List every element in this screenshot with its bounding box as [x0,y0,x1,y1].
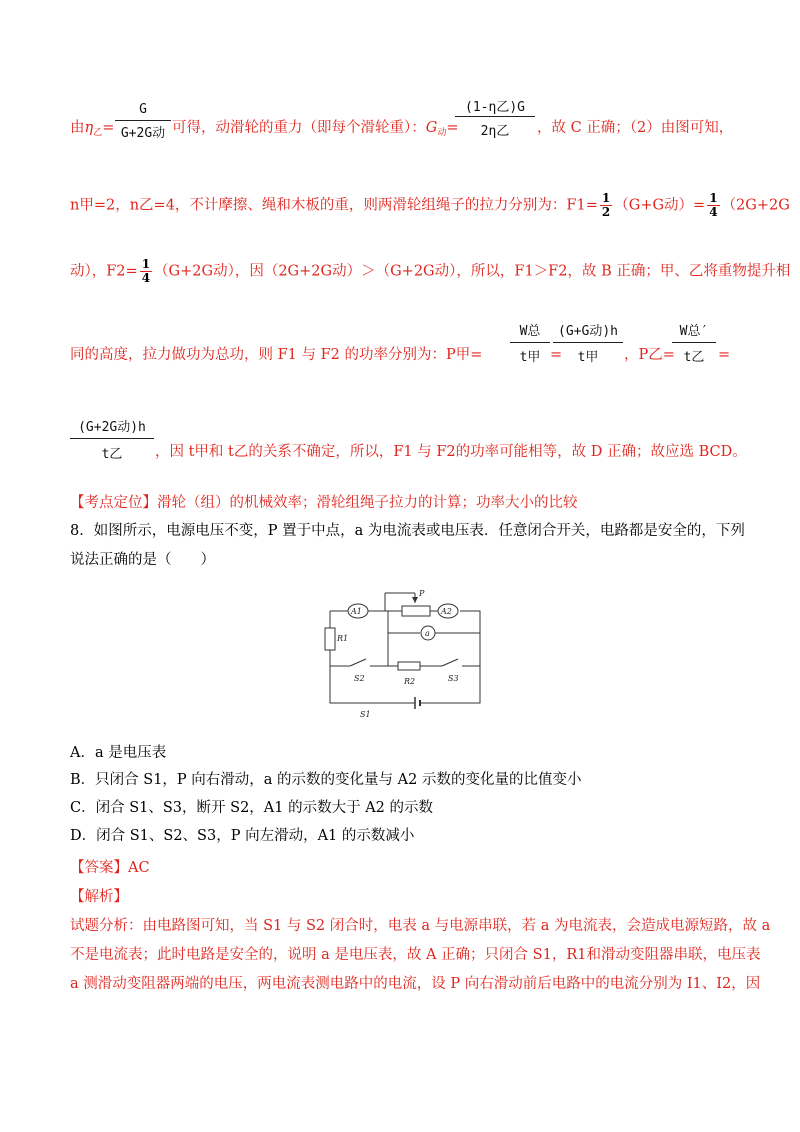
text: G [425,120,438,136]
text: 试题分析：由电路图可知，当 S1 与 S2 闭合时，电表 a 与电源串联，若 a 为电流表，会造成电源短路，故 a [70,918,771,934]
question-line-2 [70,550,215,570]
text: = [550,347,563,363]
label-S1: S1 [360,710,371,718]
fraction-denominator: t甲 [519,350,541,365]
fraction-bar [672,342,716,343]
text: 乙 [93,128,103,138]
fraction-numerator: (1-η乙)G [465,100,525,115]
text: 说法正确的是（ ） [70,552,215,568]
fraction-bar [553,342,623,343]
switch-S3 [442,659,458,666]
option-B [70,770,581,790]
fraction-half [600,192,612,219]
text: （G+G动）= [614,197,706,214]
fraction-W-t-yi [672,320,716,368]
text: （G+2G动），因（2G+2G动）＞（G+2G动），所以，F1＞F2，故 B 正确；甲、乙将重物提升相 [154,263,791,280]
text: = [102,120,115,136]
fraction-G2h-t-yi [70,416,154,466]
text: ，P乙= [624,347,675,363]
fraction-bar [510,342,550,343]
analysis-line-4b [624,345,675,365]
kaodian-line [70,493,578,513]
fraction-bar [115,120,171,121]
text: 动 [437,128,447,138]
fraction-numerator: (G+2G动)h [78,420,146,435]
fraction-quarter [707,192,719,219]
fraction-quarter-2 [140,258,152,285]
text: 【答案】AC [70,860,150,876]
fraction-denominator: G+2G动 [120,126,166,141]
label-S2: S2 [354,674,365,683]
fraction-numerator: 1 [141,257,151,271]
answer-line [70,858,150,878]
text: 可得，动滑轮的重力（即每个滑轮重）： [172,120,426,136]
fraction-Gh-t-jia [553,320,623,368]
fraction-bar [70,438,154,439]
text: η [84,120,94,136]
text: a 测滑动变阻器两端的电压，两电流表测电路中的电流，设 P 向右滑动前后电路中的电流分别为 I1、I2，因 [70,976,761,992]
label-R1: R1 [337,634,349,643]
label-R2: R2 [404,677,416,686]
text: 同的高度，拉力做功为总功，则 F1 与 F2 的功率分别为：P甲= [70,347,483,363]
fraction-numerator: W总′ [679,324,709,339]
analysis-line-3 [70,258,790,285]
text: ，因 t甲和 t乙的关系不确定，所以，F1 与 F2的功率可能相等，故 D 正确；故应选 BCD。 [155,444,747,460]
jiexi-heading [70,887,128,907]
switch-S2 [350,659,366,666]
analysis-line-1 [70,118,114,138]
text: = [718,347,731,363]
text: （2G+2G [721,197,790,214]
circuit-diagram [320,583,490,718]
option-C [70,798,433,818]
text: A．a 是电压表 [70,745,167,761]
text: 【解析】 [70,889,128,905]
fraction-numerator: 1 [601,191,611,205]
fraction-denominator: t甲 [577,350,599,365]
label-A2: A2 [441,607,452,616]
text: 动），F2= [70,263,138,280]
rheostat [402,606,430,616]
fraction-bar [455,116,535,117]
text: 8．如图所示，电源电压不变，P 置于中点，a 为电流表或电压表．任意闭合开关，电路都是安全的，下列 [70,523,745,539]
fraction-numerator: W总 [519,324,541,339]
analysis-line-2 [70,192,790,219]
analysis-line-4 [70,345,482,365]
jiexi-line-2 [70,945,760,965]
fraction-numerator: 1 [709,191,718,205]
jiexi-line-1 [70,916,770,936]
fraction-denominator: 4 [709,205,718,219]
analysis-line-1b [172,118,459,138]
text: n甲=2，n乙=4，不计摩擦、绳和木板的重，则两滑轮组绳子的拉力分别为：F1= [70,197,598,214]
fraction-eta-formula [115,102,171,142]
analysis-line-1c [537,118,733,138]
text: 【考点定位】滑轮（组）的机械效率；滑轮组绳子拉力的计算；功率大小的比较 [70,495,578,511]
fraction-W-t-jia [510,320,550,368]
resistor-R1 [325,628,335,650]
text: ，故 C 正确；（2）由图可知， [537,120,734,136]
label-A1: A1 [351,607,362,616]
label-P: P [419,589,425,598]
fraction-denominator: 4 [141,271,151,285]
fraction-numerator: G [139,102,147,117]
option-D [70,826,414,846]
fraction-denominator: t乙 [101,447,123,462]
resistor-R2 [398,662,420,670]
text: B．只闭合 S1，P 向右滑动，a 的示数的变化量与 A2 示数的变化量的比值变小 [70,772,582,788]
fraction-denominator: 2η乙 [480,124,510,139]
jiexi-line-3 [70,974,760,994]
eq-sign-2 [718,345,730,365]
text: 由 [70,120,85,136]
text: 不是电流表；此时电路是安全的，说明 a 是电压表，故 A 正确；只闭合 S1，R1和滑动变阻器串联，电压表 [70,947,761,963]
text: = [446,120,459,136]
label-a: a [425,629,430,638]
fraction-numerator: (G+G动)h [558,324,618,339]
text: D．闭合 S1、S2、S3，P 向左滑动，A1 的示数减小 [70,828,415,844]
fraction-denominator: 2 [601,205,611,219]
option-A [70,743,166,763]
text: C．闭合 S1、S3，断开 S2，A1 的示数大于 A2 的示数 [70,800,434,816]
fraction-denominator: t乙 [683,350,705,365]
fraction-G-dong [455,96,535,142]
analysis-line-5 [155,442,747,462]
label-S3: S3 [448,674,459,683]
question-line-1 [70,521,745,541]
